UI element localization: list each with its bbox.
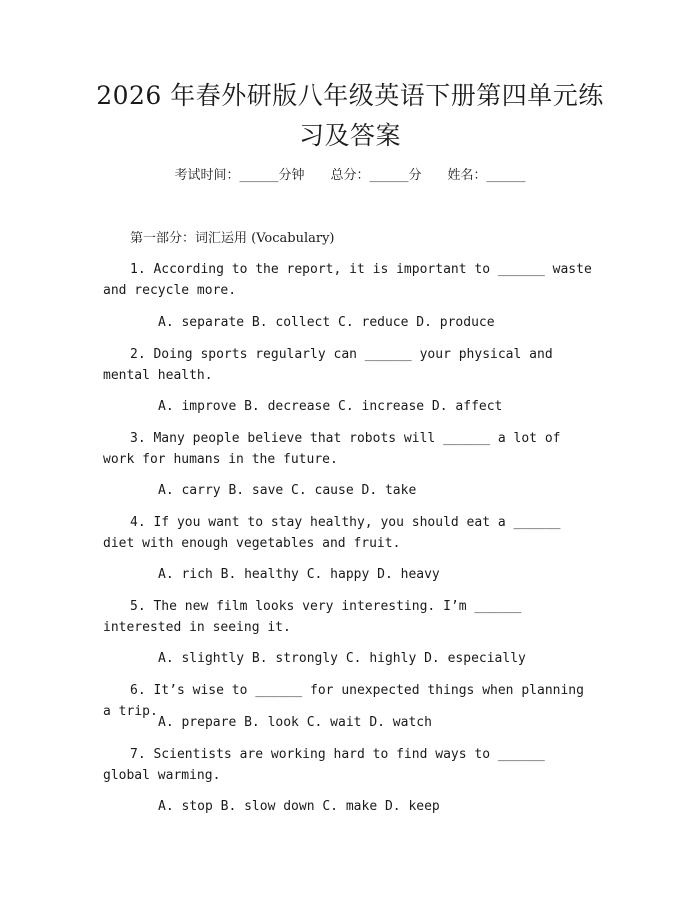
question-7-options: A. stop B. slow down C. make D. keep [158, 799, 440, 814]
exam-info [0, 166, 700, 186]
question-2-options: A. improve B. decrease C. increase D. affect [158, 399, 503, 414]
question-1: 1. According to the report, it is important to ______ waste and recycle more. [103, 262, 592, 298]
question-6: 6. It’s wise to ______ for unexpected things when planning a trip. [103, 683, 584, 719]
question-5-options: A. slightly B. strongly C. highly D. especially [158, 651, 526, 666]
question-3-options: A. carry B. save C. cause D. take [158, 483, 417, 498]
title-line-1: 2026 年春外研版八年级英语下册第四单元练 [96, 81, 604, 110]
exam-total-score: 总分：______分 [330, 168, 422, 183]
question-4-options: A. rich B. healthy C. happy D. heavy [158, 567, 440, 582]
question-1-options: A. separate B. collect C. reduce D. produce [158, 315, 495, 330]
document-title [90, 76, 610, 156]
question-5: 5. The new film looks very interesting. I’m ______ interested in seeing it. [103, 599, 522, 635]
question-7: 7. Scientists are working hard to find ways to ______ global warming. [103, 747, 545, 783]
exam-time: 考试时间：______分钟 [174, 168, 305, 183]
student-name: 姓名：______ [447, 168, 526, 183]
section-heading: 第一部分：词汇运用 (Vocabulary) [130, 231, 335, 246]
title-line-2: 习及答案 [298, 121, 401, 150]
question-6-options: A. prepare B. look C. wait D. watch [158, 715, 432, 730]
question-3: 3. Many people believe that robots will ______ a lot of work for humans in the future. [103, 431, 561, 467]
question-4: 4. If you want to stay healthy, you should eat a ______ diet with enough vegetables and fruit. [103, 515, 561, 551]
question-2: 2. Doing sports regularly can ______ your physical and mental health. [103, 347, 553, 383]
